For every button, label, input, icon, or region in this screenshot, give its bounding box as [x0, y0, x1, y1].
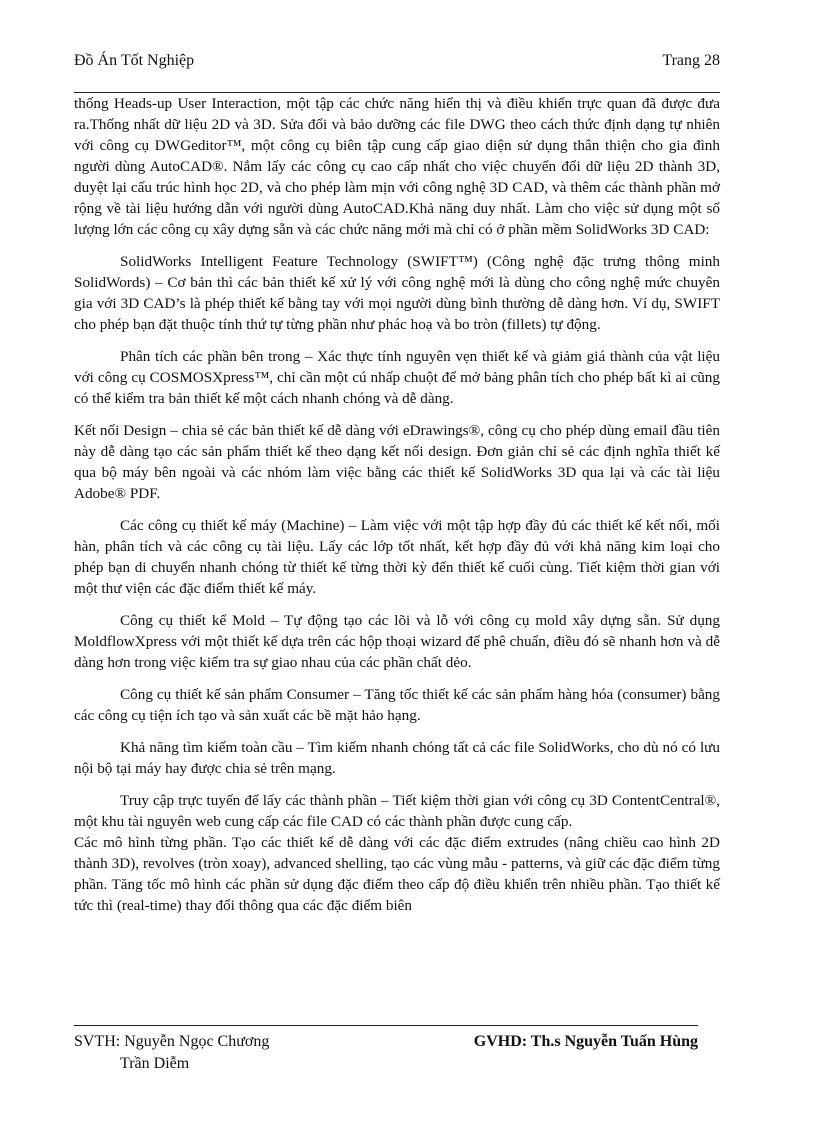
- paragraph-swift: SolidWorks Intelligent Feature Technology (SWIFT™) (Công nghệ đặc trưng thông minh SolidWords) – Cơ bản thì các bản thiết kế xử lý với công nghệ mới là dùng cho công nghệ mức chuyên gia với 3D CAD’s là phép thiết kế bằng tay với mọi người dùng bình thường dễ dàng hơn. Ví dụ, SWIFT cho phép bạn đặt thuộc tính thứ tự từng phần như phác hoạ và bo tròn (fillets) tự động.: [74, 253, 720, 333]
- paragraph-analysis: Phân tích các phần bên trong – Xác thực tính nguyên vẹn thiết kế và giảm giá thành của vật liệu với công cụ COSMOSXpress™, chỉ cần một cú nhấp chuột để mở bảng phân tích cho phép bất kì ai cũng có thể kiểm tra bản thiết kế một cách nhanh chóng và dễ dàng.: [74, 348, 720, 407]
- page-number: Trang 28: [662, 52, 720, 69]
- document-title: Đồ Án Tốt Nghiệp: [74, 52, 195, 69]
- paragraph-content-central: Truy cập trực tuyến để lấy các thành phần – Tiết kiệm thời gian với công cụ 3D ContentCentral®, một khu tài nguyên web cung cấp các file CAD có các thành phần được cung cấp.: [74, 792, 720, 830]
- student-line: [74, 1031, 269, 1053]
- paragraph-machine-tools: Các công cụ thiết kế máy (Machine) – Làm việc với một tập hợp đầy đủ các thiết kế kết nối, mối hàn, phân tích và các công cụ tài liệu. Lấy các lớp tốt nhất, kết hợp đầy đủ với khả năng kim loại cho phép bạn di chuyển nhanh chóng từ thiết kế từng thời kỳ đến thiết kế cuối cùng. Tiết kiệm thời gian với một thư viện các đặc điểm thiết kế máy.: [74, 517, 720, 597]
- page-header: [74, 52, 720, 93]
- page-footer: [74, 1025, 698, 1075]
- paragraph-consumer-tools: Công cụ thiết kế sản phẩm Consumer – Tăng tốc thiết kế các sản phẩm hàng hóa (consumer) bằng các công cụ tiện ích tạo và sản xuất các bề mặt hảo hạng.: [74, 686, 720, 724]
- document-body: [74, 93, 720, 916]
- paragraph-design-connect: Kết nối Design – chia sẻ các bản thiết kế dễ dàng với eDrawings®, công cụ cho phép dùng email đầu tiên này dễ dàng tạo các sản phẩm thiết kế theo dạng kết nối design. Đơn giản chỉ sẻ các định nghĩa thiết kế qua bộ máy bên ngoài và các nhóm làm việc bằng các thiết kế SolidWorks 3D qua lại và các tài liệu Adobe® PDF.: [74, 422, 720, 502]
- student-name-2: Trần Diễm: [120, 1055, 190, 1072]
- student-name-1: Nguyễn Ngọc Chương: [124, 1033, 270, 1050]
- advisor-name: GVHD: Th.s Nguyễn Tuấn Hùng: [473, 1033, 698, 1050]
- student-label: SVTH:: [74, 1033, 121, 1050]
- paragraph-global-search: Khả năng tìm kiếm toàn cầu – Tìm kiếm nhanh chóng tất cả các file SolidWorks, cho dù nó có lưu nội bộ tại máy hay được chia sẻ trên mạng.: [74, 739, 720, 777]
- paragraph-part-modeling: Các mô hình từng phần. Tạo các thiết kế dễ dàng với các đặc điểm extrudes (nâng chiều cao hình 2D thành 3D), revolves (tròn xoay), advanced shelling, tạo các vùng mẫu - patterns, và giữ các đặc điểm từng phần. Tăng tốc mô hình các phần sử dụng đặc điểm theo cấp độ điều khiển trên nhiều phần. Tạo thiết kế tức thì (real-time) thay đổi thông qua các đặc điểm biên: [74, 834, 720, 914]
- paragraph-mold-tools: Công cụ thiết kế Mold – Tự động tạo các lõi và lỗ với công cụ mold xây dựng sẵn. Sử dụng MoldflowXpress với một thiết kế dựa trên các hộp thoại wizard để phê chuẩn, điều đó sẽ nhanh hơn và dễ dàng hơn trong việc kiểm tra sự giao nhau của các phần chất dẻo.: [74, 612, 720, 671]
- paragraph-intro: thống Heads-up User Interaction, một tập các chức năng hiển thị và điều khiển trực quan đã được đưa ra.Thống nhất dữ liệu 2D và 3D. Sửa đổi và bảo dưỡng các file DWG theo cách thức định dạng tự nhiên với công cụ DWGeditor™, một công cụ biên tập cung cấp giao diện sử dụng thân thiện cho gia đình người dùng AutoCAD®. Nắm lấy các công cụ cao cấp nhất cho việc chuyển đổi dữ liệu 2D thành 3D, duyệt lại cấu trúc hình học 2D, và cho phép làm mịn với công nghệ 3D CAD, và thêm các thành phần mở rộng về tài liệu hướng dẫn với người dùng AutoCAD.Khả năng duy nhất. Làm cho việc sử dụng một số lượng lớn các công cụ xây dựng sẵn và các chức năng mới mà chỉ có ở phần mềm SolidWorks 3D CAD:: [74, 95, 720, 238]
- footer-row: [74, 1031, 698, 1053]
